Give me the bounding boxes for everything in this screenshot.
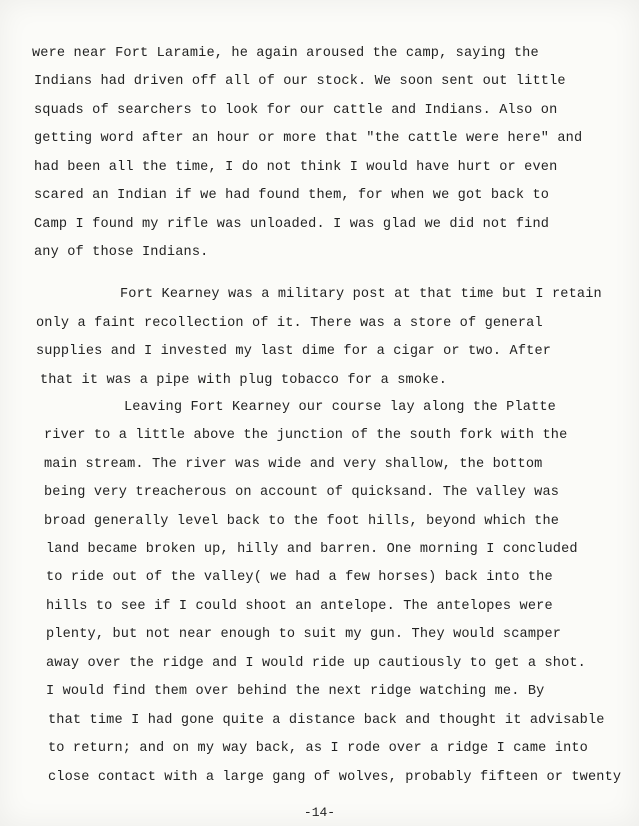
text-line: squads of searchers to look for our cattle and Indians. Also on [34, 103, 558, 118]
text-line: plenty, but not near enough to suit my gun. They would scamper [46, 627, 562, 642]
text-line: Fort Kearney was a military post at that time but I retain [120, 287, 602, 302]
text-line: that it was a pipe with plug tobacco for a smoke. [40, 373, 448, 388]
text-line: were near Fort Laramie, he again aroused the camp, saying the [32, 46, 539, 61]
text-line: away over the ridge and I would ride up cautiously to get a shot. [46, 656, 586, 671]
text-line: close contact with a large gang of wolves, probably fifteen or twenty [48, 770, 622, 785]
text-line: any of those Indians. [34, 245, 209, 260]
text-line: scared an Indian if we had found them, for when we got back to [34, 188, 550, 203]
text-line: supplies and I invested my last dime for a cigar or two. After [36, 344, 552, 359]
text-line: main stream. The river was wide and very shallow, the bottom [44, 457, 543, 472]
text-line: that time I had gone quite a distance back and thought it advisable [48, 713, 605, 728]
text-line: hills to see if I could shoot an antelope. The antelopes were [46, 599, 553, 614]
text-line: land became broken up, hilly and barren. One morning I concluded [46, 542, 578, 557]
text-line: I would find them over behind the next ridge watching me. By [46, 684, 545, 699]
text-line: Indians had driven off all of our stock. We soon sent out little [34, 74, 566, 89]
text-line: being very treacherous on account of quicksand. The valley was [44, 485, 560, 500]
text-line: getting word after an hour or more that "the cattle were here" and [34, 131, 583, 146]
text-line: Leaving Fort Kearney our course lay along the Platte [124, 400, 556, 415]
text-line: had been all the time, I do not think I would have hurt or even [34, 160, 558, 175]
text-line: river to a little above the junction of the south fork with the [44, 428, 568, 443]
text-line: to return; and on my way back, as I rode over a ridge I came into [48, 741, 588, 756]
text-line: to ride out of the valley( we had a few horses) back into the [46, 570, 553, 585]
text-line: broad generally level back to the foot hills, beyond which the [44, 514, 560, 529]
page-number: -14- [303, 805, 336, 820]
text-line: Camp I found my rifle was unloaded. I was glad we did not find [34, 217, 550, 232]
text-line: only a faint recollection of it. There was a store of general [36, 316, 543, 331]
